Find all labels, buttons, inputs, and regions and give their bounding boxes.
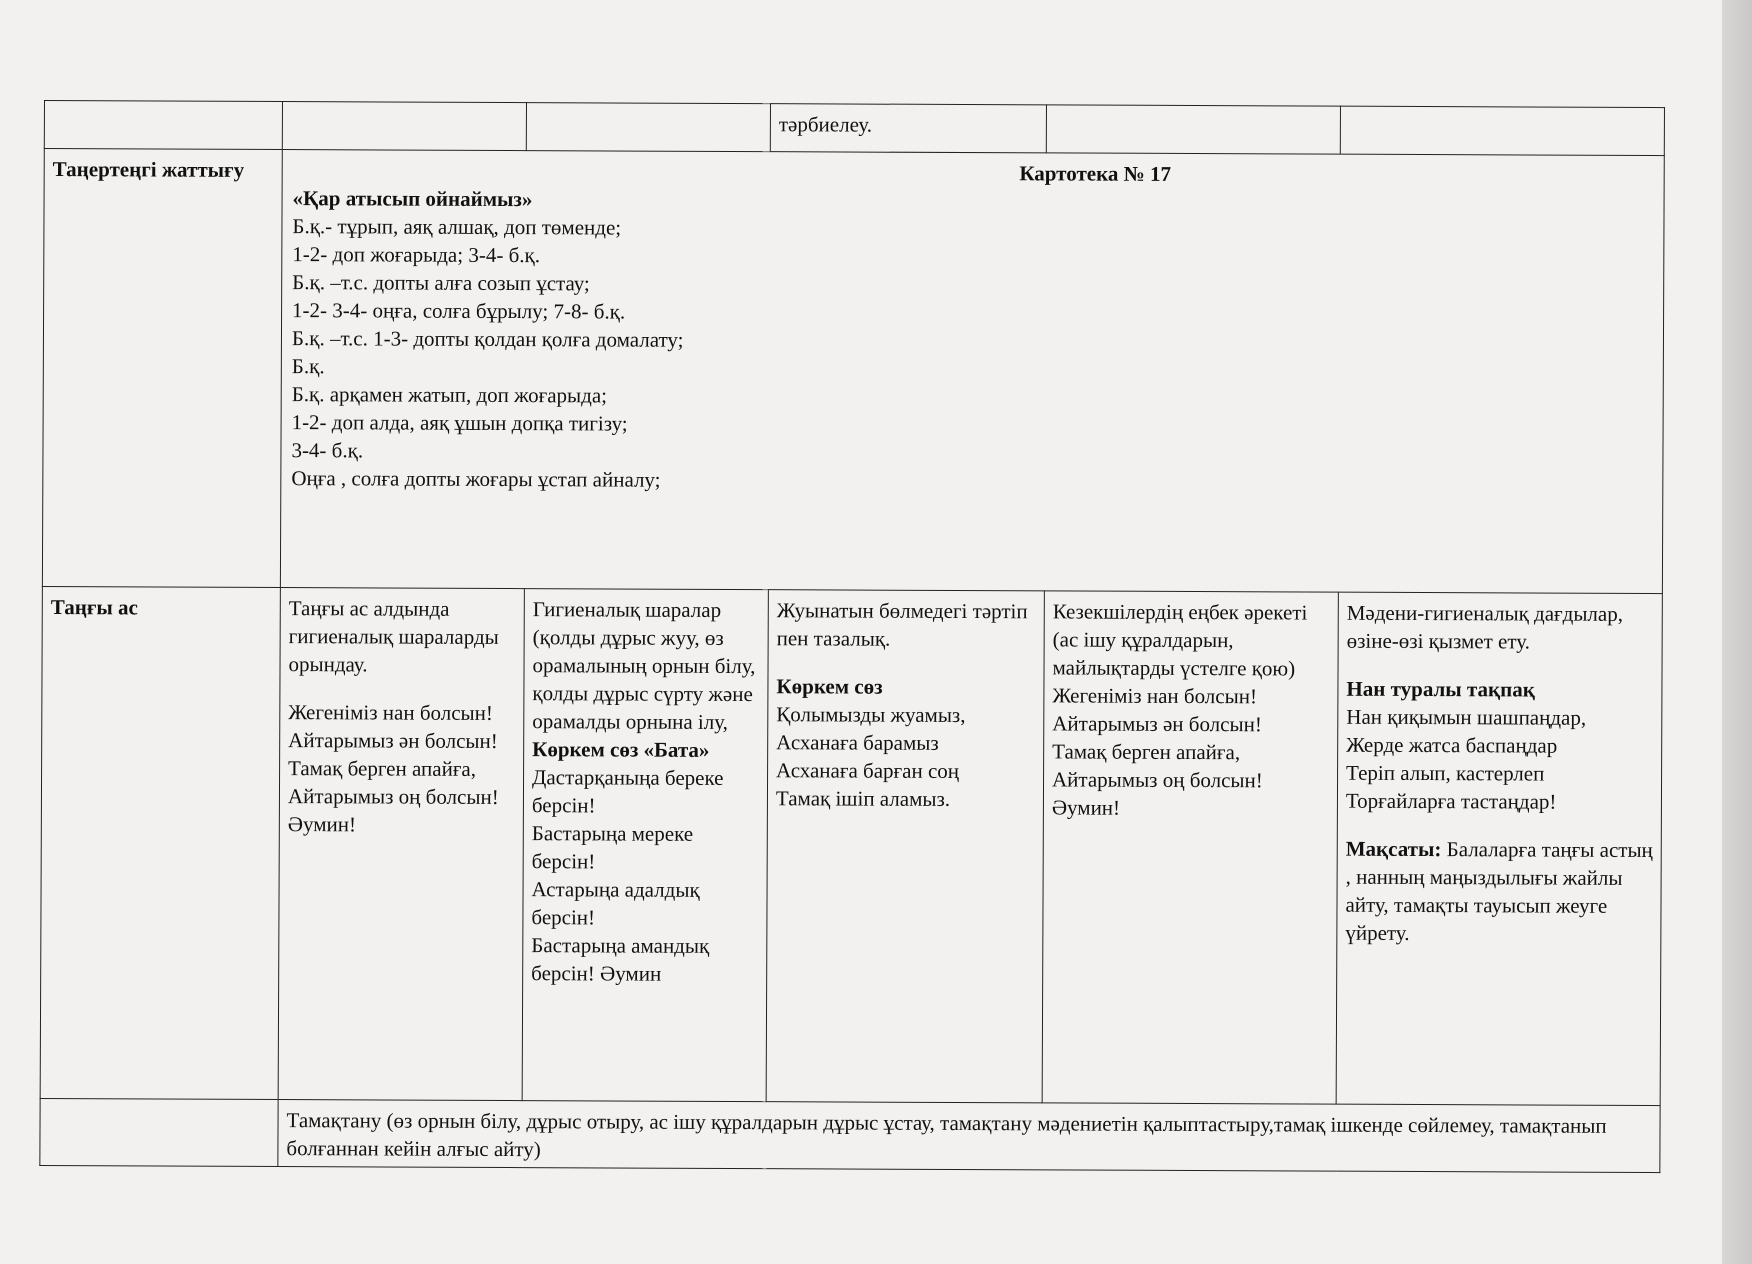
exercise-line: Б.қ. арқамен жатып, доп жоғарыда; [291,382,608,408]
exercise-line: Оңға , солға допты жоғары ұстап айналу; [291,466,661,492]
exercise-line: Б.қ. [291,354,325,379]
header-cell-2 [282,102,526,151]
header-cell-3 [526,103,770,152]
header-cell-4 [770,104,1046,153]
header-row [44,101,1664,156]
breakfast-label: Таңғы ас [40,586,280,1099]
breakfast-col-1 [278,588,524,1101]
exercise-line: 1-2- 3-4- оңға, солға бұрылу; 7-8- б.қ. [292,298,626,324]
breakfast-col-2 [522,589,768,1102]
col3-verse-title: Көркем сөз [776,674,883,699]
goal-label: Мақсаты: [1345,836,1442,862]
game-title: «Қар атысып ойнаймыз» [292,186,533,212]
col1-intro: Таңғы ас алдында гигиеналық шараларды орындау. [288,596,499,677]
col2-intro: Гигиеналық шаралар (қолды дұрыс жуу, өз орамалының орнын білу, қолды дұрыс сүрту және орамалды орнына ілу, [532,597,756,734]
breakfast-row [40,586,1662,1105]
col3-intro: Жуынатын бөлмедегі тәртіп пен тазалық. [776,598,1028,651]
col5-verse-title: Нан туралы тақпақ [1346,676,1535,702]
morning-exercise-row [42,149,1664,594]
col2-verse: Дастарқаныңа береке берсін! Бастарыңа мереке берсін! Астарыңа адалдық берсін! Бастарыңа амандық берсін! Әумин [531,765,724,986]
col5-verse: Нан қиқымын шашпаңдар, Жерде жатса баспаңдар Теріп алып, кастерлеп Торғайларға тастаңдар! [1345,704,1587,814]
col5-goal [1345,835,1654,948]
col4-intro: Кезекшілердің еңбек әрекеті (ас ішу құралдарын, майлықтарды үстелге қою) [1052,599,1308,681]
morning-exercise-label: Таңертеңгі жаттығу [42,149,282,588]
col3-verse: Қолымызды жуамыз, Асханаға барамыз Асханаға барған соң Тамақ ішіп аламыз. [775,702,966,811]
header-cell-1 [44,101,282,150]
col4-verse: Жегеніміз нан болсын! Айтарымыз ән болсын! Тамақ берген апайға, Айтарымыз оң болсын! Әумин! [1051,683,1263,820]
paper-edge [1722,0,1752,1264]
exercise-line: 1-2- доп жоғарыда; 3-4- б.қ. [292,242,541,268]
exercise-line: 3-4- б.қ. [291,438,364,463]
goal-text: Балаларға таңғы астың , нанның маңыздылығы жайлы айту, тамақты тауысып жеуге үйрету. [1345,837,1653,945]
exercise-line: Б.қ. –т.с. допты алға созып ұстау; [292,270,590,296]
col2-verse-title: Көркем сөз «Бата» [532,737,710,762]
exercise-line: 1-2- доп алда, аяқ ұшын допқа тигізу; [291,410,628,436]
daily-plan-table [39,100,1665,1173]
footer-empty-cell [40,1098,278,1166]
card-title: Картотека № 17 [1019,161,1172,186]
header-cell-6 [1340,106,1664,155]
breakfast-footer-row [40,1098,1660,1172]
header-cell-5 [1046,105,1340,154]
breakfast-col-4 [1042,591,1338,1104]
breakfast-footer: Тамақтану (өз орнын білу, дұрыс отыру, ас ішу құралдарын дұрыс ұстау, тамақтану мәдениетін қалыптастыру,тамақ ішкенде сөйлемеу, тамақтанып болғаннан кейін алғыс айту) [278,1100,1660,1173]
morning-exercise-content [280,150,1664,594]
breakfast-col-5 [1336,592,1662,1105]
header-text: тәрбиелеу. [778,112,873,137]
exercise-line: Б.қ.- тұрып, аяқ алшақ, доп төменде; [292,214,622,240]
col5-intro: Мәдени-гигиеналық дағдылар, өзіне-өзі қызмет ету. [1346,600,1624,654]
breakfast-col-3 [766,590,1044,1103]
col1-verse: Жегеніміз нан болсын! Айтарымыз ән болсын! Тамақ берген апайға, Айтарымыз оң болсын! Әумин! [287,700,499,837]
exercise-line: Б.қ. –т.с. 1-3- допты қолдан қолға домалату; [291,326,684,352]
